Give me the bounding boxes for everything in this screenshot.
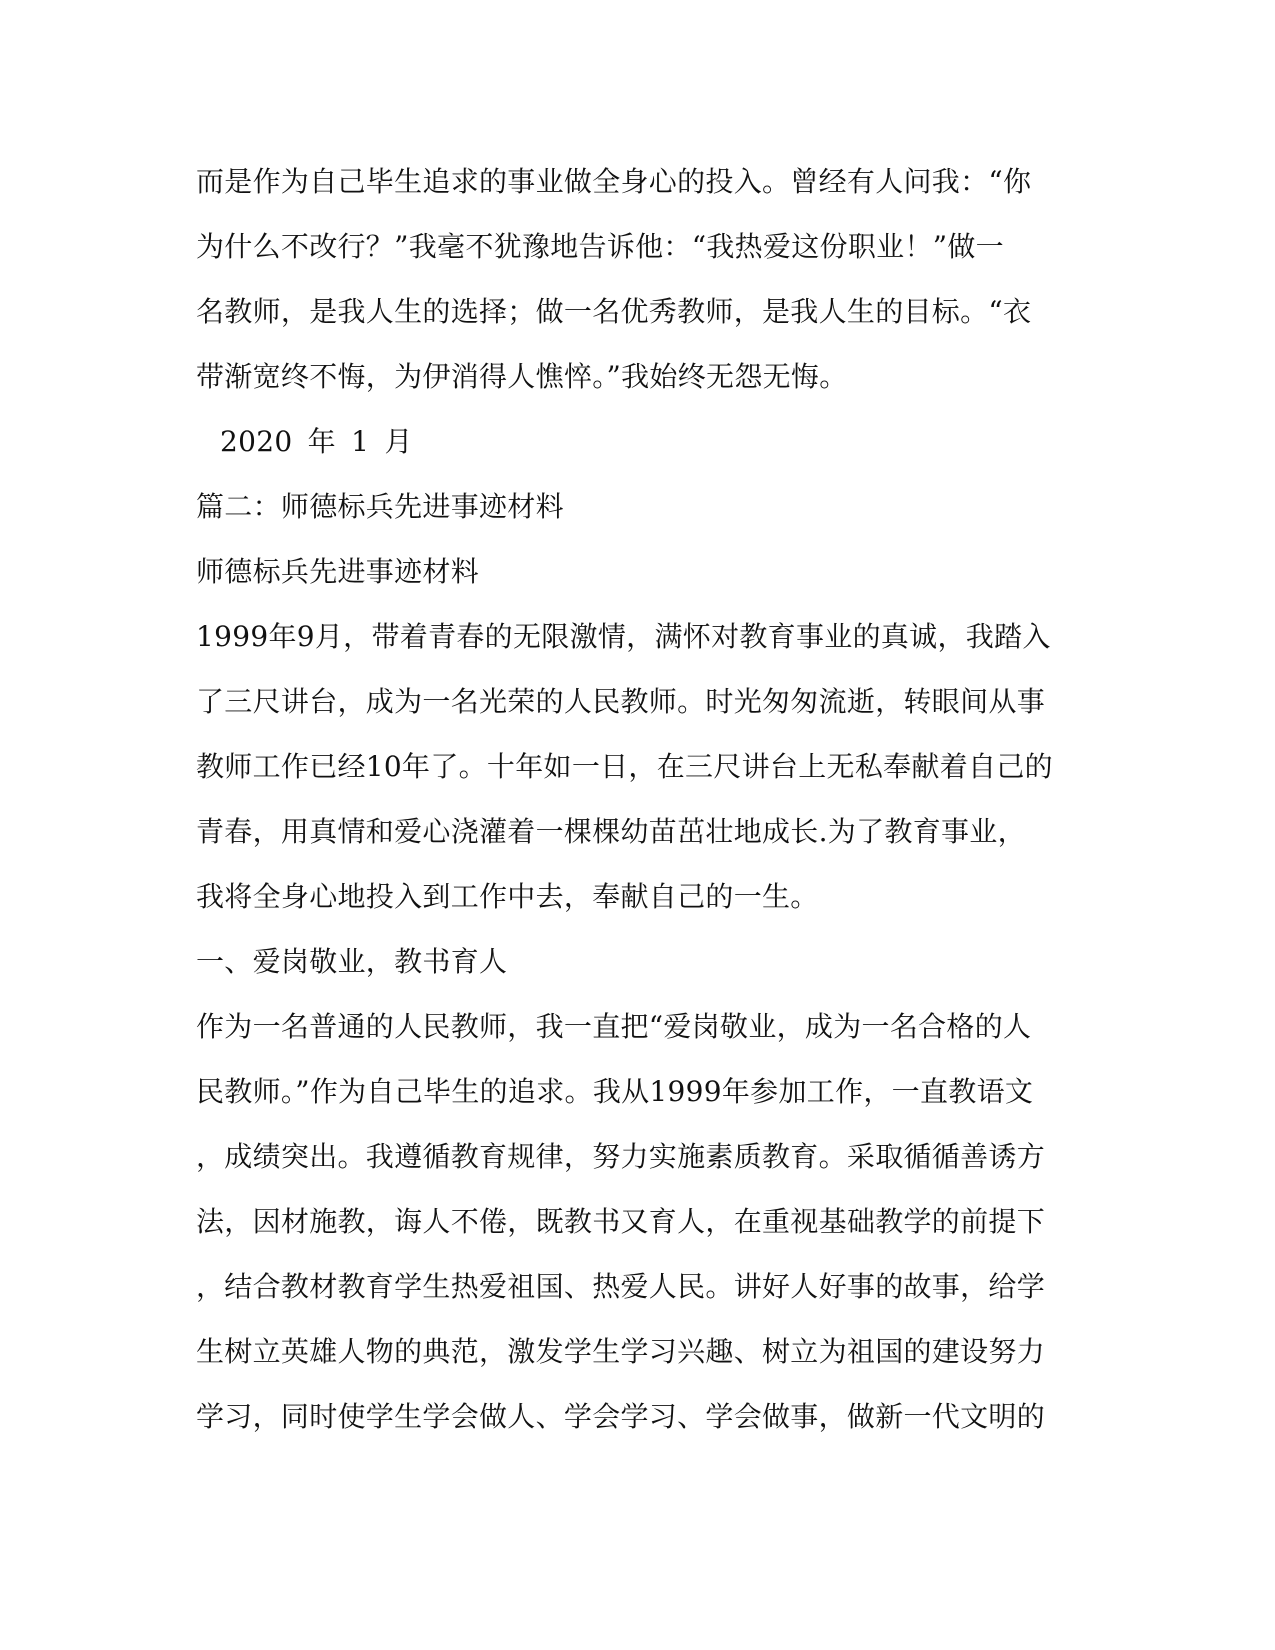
paragraph-line: 带渐宽终不悔，为伊消得人憔悴。”我始终无怨无悔。 — [196, 360, 848, 393]
paragraph-line: 青春，用真情和爱心浇灌着一棵棵幼苗茁壮地成长.为了教育事业， — [196, 815, 1026, 848]
paragraph-line: 我将全身心地投入到工作中去，奉献自己的一生。 — [196, 880, 819, 913]
subsection-heading: 一、爱岗敬业，教书育人 — [196, 945, 508, 978]
paragraph-line: 而是作为自己毕生追求的事业做全身心的投入。曾经有人问我：“你 — [196, 165, 1032, 198]
paragraph-line: 民教师。”作为自己毕生的追求。我从1999年参加工作，一直教语文 — [196, 1075, 1034, 1108]
paragraph-line: 作为一名普通的人民教师，我一直把“爱岗敬业，成为一名合格的人 — [196, 1010, 1032, 1043]
paragraph-line: 了三尺讲台，成为一名光荣的人民教师。时光匆匆流逝，转眼间从事 — [196, 685, 1046, 718]
paragraph-line: 教师工作已经10年了。十年如一日，在三尺讲台上无私奉献着自己的 — [196, 750, 1053, 783]
date-line: 2020 年 1 月 — [220, 425, 413, 458]
paragraph-line: 1999年9月，带着青春的无限激情，满怀对教育事业的真诚，我踏入 — [196, 620, 1051, 653]
document-body — [196, 162, 1076, 1462]
paragraph-line: 为什么不改行？”我毫不犹豫地告诉他：“我热爱这份职业！”做一 — [196, 230, 1004, 263]
paragraph-line: 名教师，是我人生的选择；做一名优秀教师，是我人生的目标。“衣 — [196, 295, 1032, 328]
document-title: 师德标兵先进事迹材料 — [196, 555, 480, 588]
paragraph-line: ，成绩突出。我遵循教育规律，努力实施素质教育。采取循循善诱方 — [196, 1140, 1046, 1173]
paragraph-line: 生树立英雄人物的典范，激发学生学习兴趣、树立为祖国的建设努力 — [196, 1335, 1046, 1368]
section-heading: 篇二：师德标兵先进事迹材料 — [196, 490, 564, 523]
paragraph-line: 法，因材施教，诲人不倦，既教书又育人，在重视基础教学的前提下 — [196, 1205, 1046, 1238]
paragraph-line: ，结合教材教育学生热爱祖国、热爱人民。讲好人好事的故事，给学 — [196, 1270, 1046, 1303]
paragraph-line: 学习，同时使学生学会做人、学会学习、学会做事，做新一代文明的 — [196, 1400, 1046, 1433]
